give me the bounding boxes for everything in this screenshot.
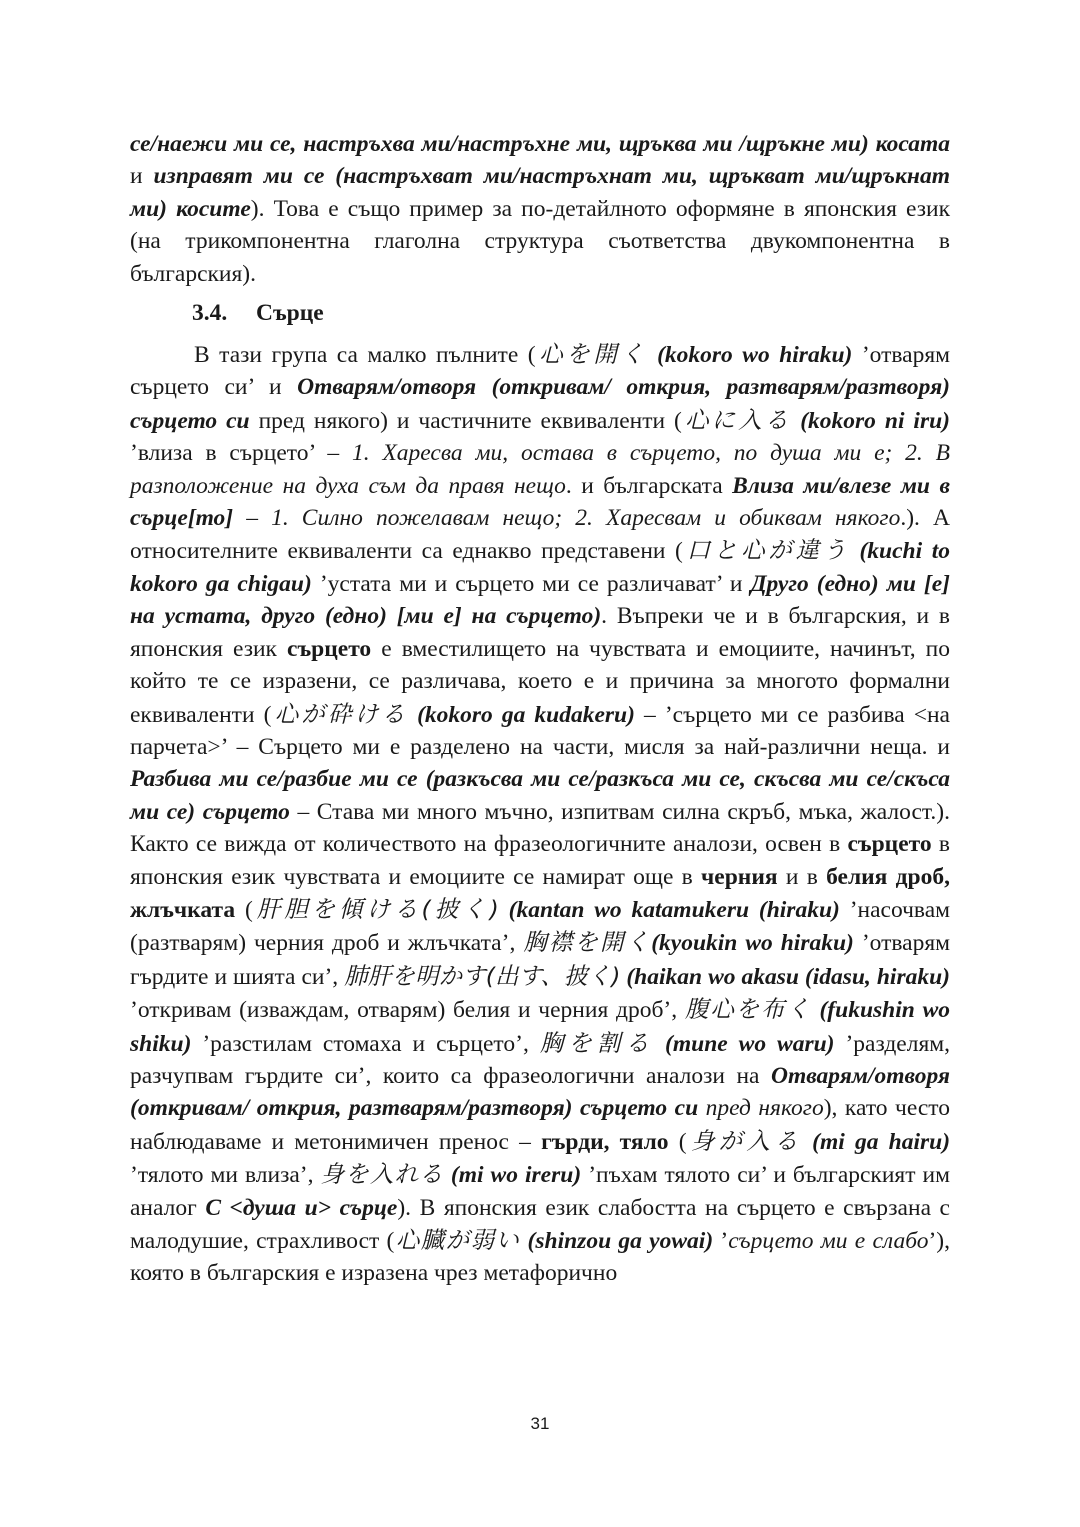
phrase-bg: Влиза ми/влезе ми в сърце[то] xyxy=(130,472,950,532)
definition: 1. Силно пожелавам нещо; 2. Харесвам и обиквам някого xyxy=(271,505,901,532)
phrase-bg: С <душа и> сърце xyxy=(205,1194,398,1221)
japanese-phrase: 心臓が弱い xyxy=(394,1226,521,1254)
phrase-bg: Отварям/отворя (откривам/ открия, разтварям/разтворя) сърцето си xyxy=(130,1062,950,1122)
text-run: и в xyxy=(777,863,827,890)
romaji: (kokoro ni iru) xyxy=(791,407,950,434)
text-run: ’разстилам стомаха и сърцето’, xyxy=(191,1030,540,1057)
keyword: черния xyxy=(701,863,778,890)
romaji: (mi ga hairu) xyxy=(802,1128,951,1155)
definition: пред някого xyxy=(698,1095,824,1122)
phrase-bg: изправят ми се (настръхват ми/настръхнат ми, щръкват ми/щръкнат ми) косите xyxy=(130,163,951,222)
japanese-phrase: 肝胆を傾ける(披く) xyxy=(252,894,499,923)
keyword: белия дроб, жлъчката xyxy=(130,863,950,923)
romaji: (mi wo ireru) xyxy=(443,1162,582,1189)
japanese-phrase: 肺肝を明かす(出す、披く) xyxy=(344,961,621,990)
japanese-phrase: 心に入る xyxy=(681,405,792,434)
section-title: Сърце xyxy=(256,300,324,327)
text-run: ). В японския език слабостта на сърцето е свързана с малодушие, страхливост ( xyxy=(130,1194,950,1254)
text-run: ), като често наблюдаваме и метонимичен пренос – xyxy=(130,1095,950,1155)
text-run: ’отварям гърдите и шията си’, xyxy=(130,930,950,990)
japanese-phrase: 身が入る xyxy=(686,1126,802,1155)
text-run: – Става ми много мъчно, изпитвам силна скръб, мъка, жалост.). Както се вижда от количеството на фразеологичните аналози, освен в xyxy=(130,798,950,858)
text-run: ’отварям сърцето си’ и xyxy=(130,342,951,401)
keyword: гърди, тяло xyxy=(541,1128,669,1155)
text-run: – ’сърцето ми се разбива <на парчета>’ – Сърцето ми е разделено на части, мисля за най-различни неща. и xyxy=(130,701,950,760)
keyword: сърцето xyxy=(287,635,372,662)
phrase-bg: Друго (едно) ми [е] на устата, друго (едно) [ми е] на сърцето) xyxy=(130,570,950,630)
section-number: 3.4. xyxy=(192,300,228,327)
text-run: ’ xyxy=(713,1228,729,1254)
definition: – xyxy=(233,505,272,532)
phrase-bg: Отварям/отворя (откривам/ открия, разтварям/разтворя) сърцето си xyxy=(130,374,950,434)
text-run: ’устата ми и сърцето ми се различават’ и xyxy=(311,570,751,597)
text-run: ’откривам (изваждам, отварям) белия и черния дроб’, xyxy=(130,997,685,1024)
romaji: (haikan wo akasu (idasu, hiraku) xyxy=(620,963,950,990)
definition: 1. Харесва ми, остава в сърцето, по душа ми е; 2. В разположение на духа съм да правя нещо xyxy=(130,440,950,499)
japanese-phrase: 身を入れる xyxy=(320,1160,444,1189)
japanese-phrase: 心が砕ける xyxy=(271,699,409,728)
text-run: . и българската xyxy=(565,472,733,499)
romaji: (kokoro ga kudakeru) xyxy=(408,701,635,728)
phrase-bg: Разбива ми се/разбие ми се (разкъсва ми се/разкъса ми се, скъсва ми се/скъса ми се) сърцето xyxy=(130,766,950,825)
japanese-phrase: 心を開く xyxy=(535,340,648,369)
romaji: (kantan wo katamukeru (hiraku) xyxy=(498,896,840,923)
section-heading xyxy=(130,297,950,329)
text-run: ’), която в българския е изразена чрез метафорично xyxy=(130,1228,950,1287)
text-run: в японския език чувствата и емоциите се намират още в xyxy=(130,831,950,890)
romaji: (mune wo waru) xyxy=(654,1030,835,1057)
text-run: ’насочвам (разтварям) черния дроб и жлъчката’, xyxy=(130,896,951,957)
paragraph-intro xyxy=(130,128,950,290)
text-run: В тази група са малко пълните ( xyxy=(194,342,536,369)
japanese-phrase: 胸を割る xyxy=(539,1028,655,1057)
text-run: и xyxy=(130,163,154,190)
romaji: (shinzou ga yowai) xyxy=(520,1228,714,1254)
romaji: (kokoro wo hiraku) xyxy=(647,342,853,369)
page-number: 31 xyxy=(530,1414,550,1433)
text-run: ’влиза в сърцето’ – xyxy=(130,440,352,467)
text-run: пред някого) и частичните еквиваленти ( xyxy=(249,407,682,434)
text-run: ( xyxy=(235,896,253,923)
romaji: (kyoukin wo hiraku) xyxy=(651,930,854,957)
text-run: . Въпреки че и в българския, и в японския език xyxy=(130,603,950,662)
text-run: е вместилището на чувствата и емоциите, начинът, по който те се изразени, се различава, което е и причина за многото формални еквиваленти ( xyxy=(130,635,950,728)
text-run: ’пъхам тялото си’ и българският им аналог xyxy=(130,1162,950,1221)
text-run: ’разделям, разчупвам гърдите си’, които са фразеологични аналози на xyxy=(130,1030,951,1089)
japanese-phrase: 口と心が違う xyxy=(682,536,850,565)
keyword: сърцето xyxy=(847,831,932,858)
definition: сърцето ми е слабо xyxy=(728,1228,929,1254)
page-body xyxy=(130,128,950,1290)
japanese-phrase: 腹心を布く xyxy=(684,995,812,1024)
text-run: ( xyxy=(668,1128,687,1155)
japanese-phrase: 胸襟を開く xyxy=(523,928,652,957)
text-run: ). Това е също пример за по-детайлното оформяне в японския език (на трикомпонентна глаголна структура съответства двукомпонентна в българския). xyxy=(130,195,950,287)
phrase-bg: се/наежи ми се, настръхва ми/настръхне ми, щръква ми /щръкне ми) косата xyxy=(130,131,950,157)
paragraph-heart xyxy=(130,338,950,1290)
romaji: (fukushin wo shiku) xyxy=(130,997,951,1057)
romaji: (kuchi to kokoro ga chigau) xyxy=(130,538,951,597)
text-run: ’тялото ми влиза’, xyxy=(130,1162,321,1189)
text-run: .). А относителните еквиваленти са еднакво представени ( xyxy=(130,505,951,565)
